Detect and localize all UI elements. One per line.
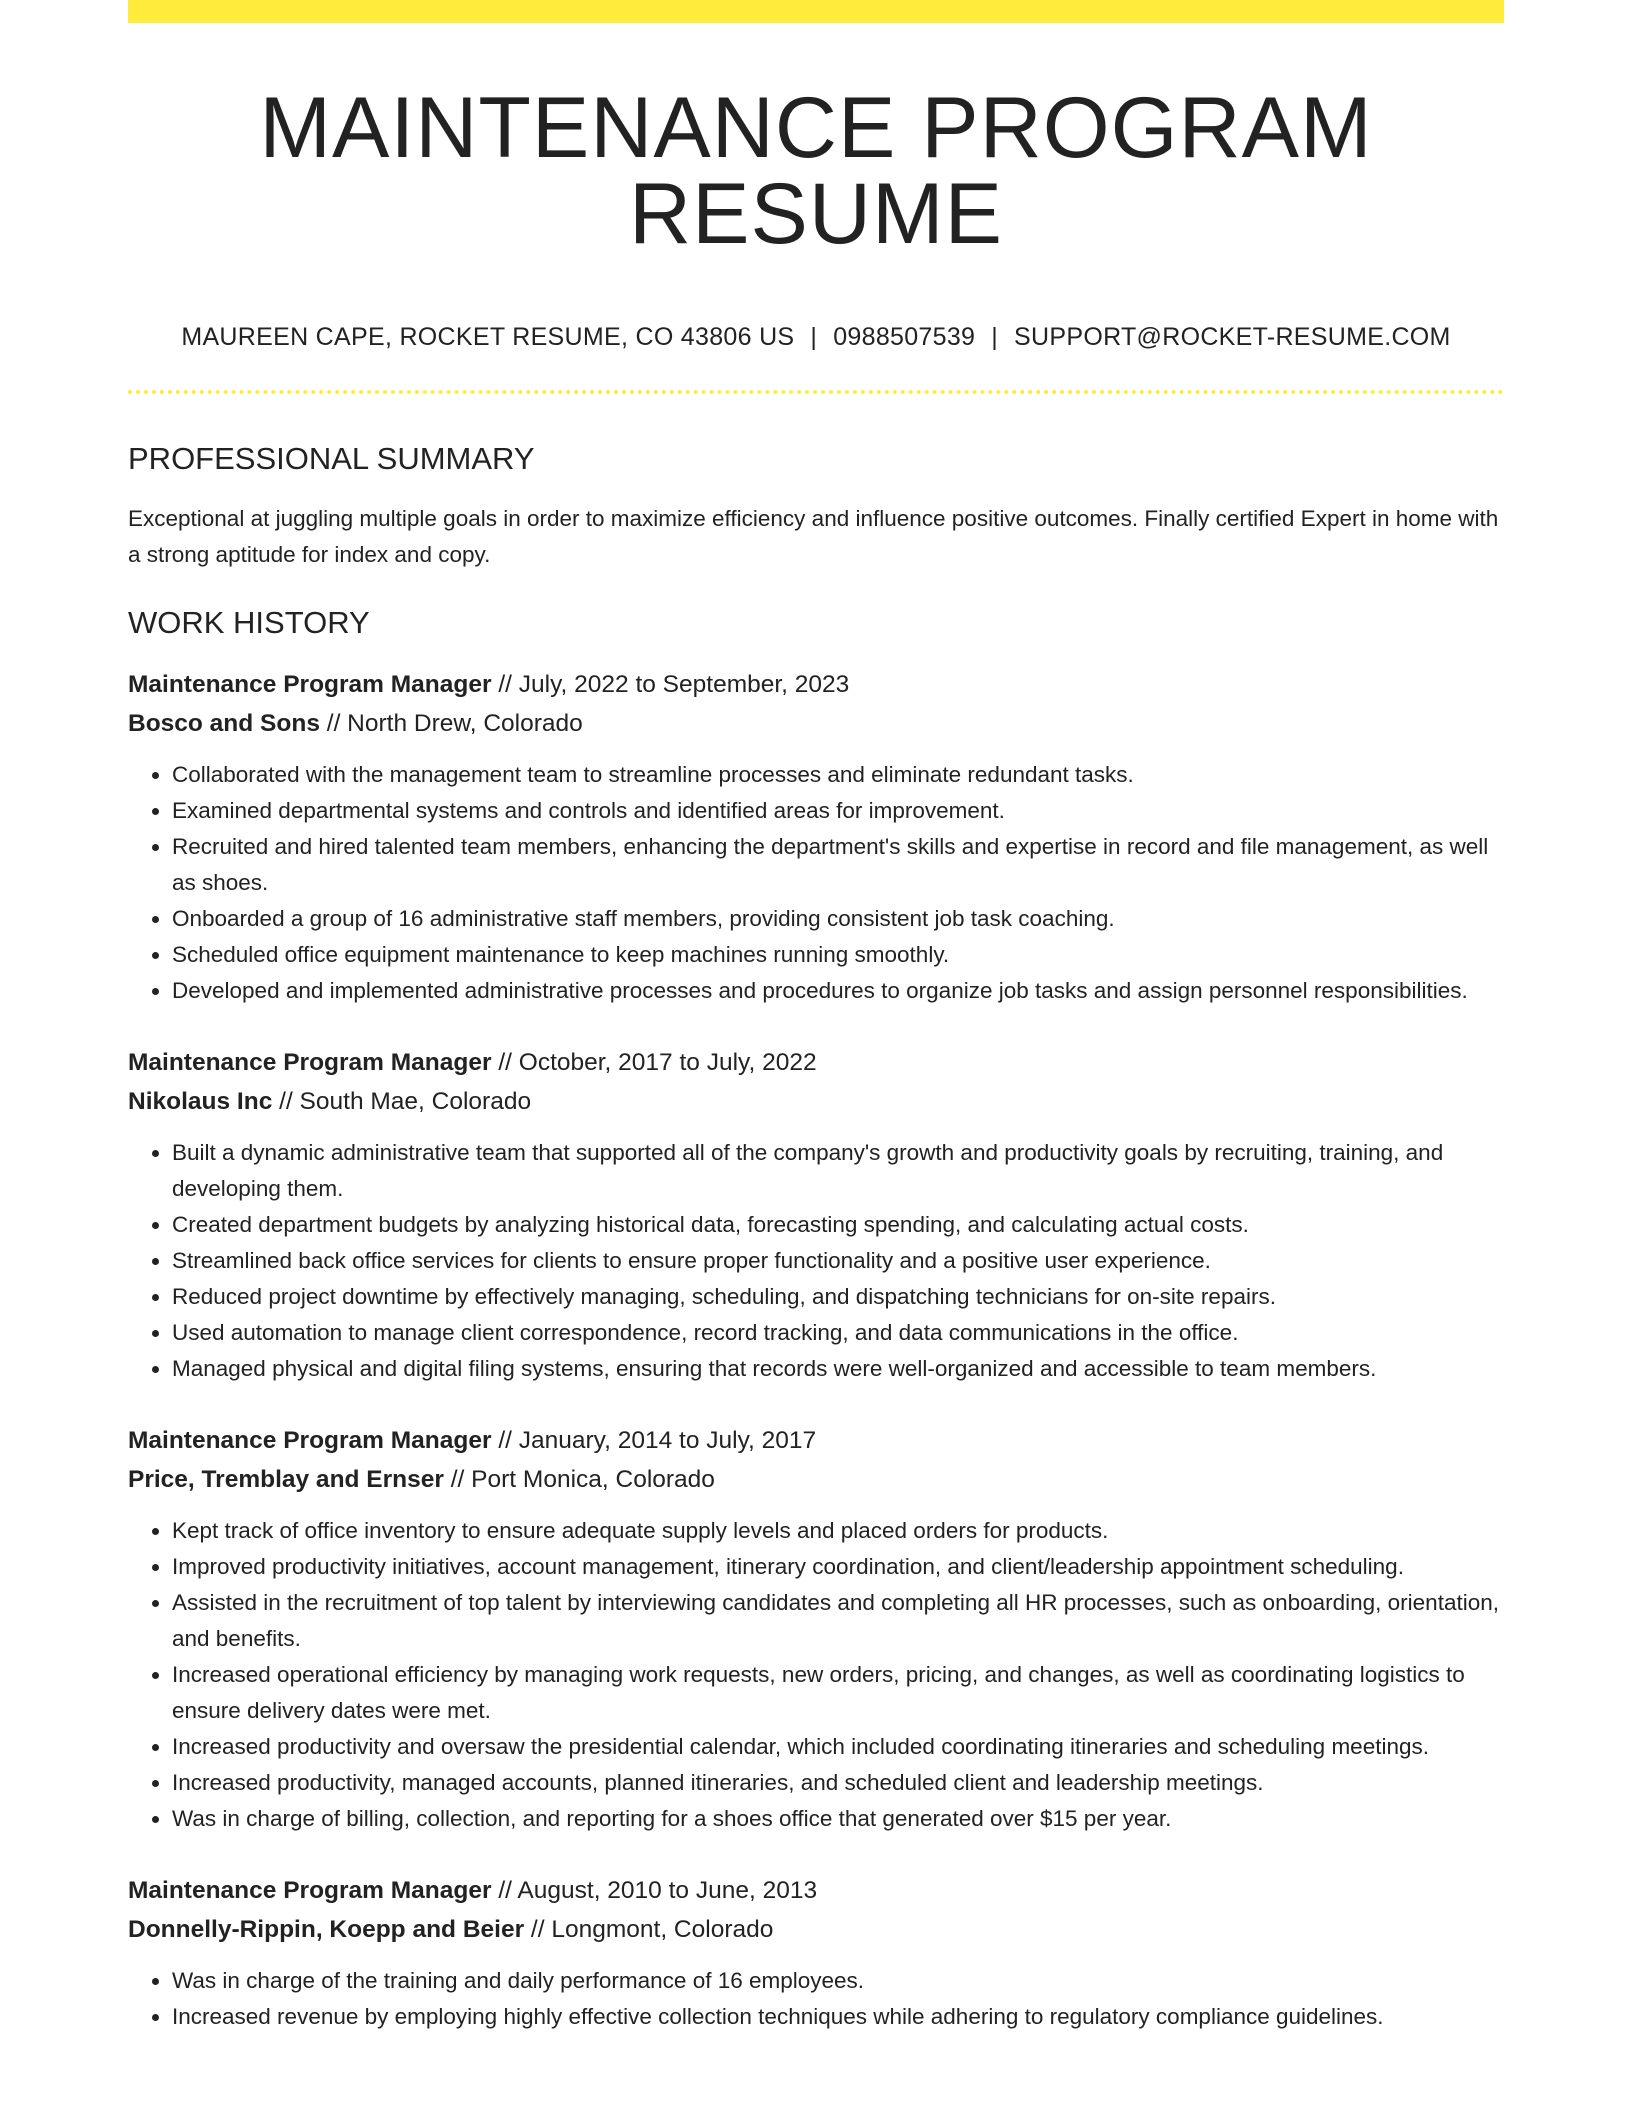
job-entry [128,1421,1504,1837]
duty-item: • Kept track of office inventory to ensure adequate supply levels and placed orders for products. [172,1513,1504,1549]
duty-item: • Increased productivity and oversaw the presidential calendar, which included coordinating itineraries and scheduling meetings. [172,1729,1504,1765]
job-title-line [128,665,1504,704]
duty-item: • Increased revenue by employing highly effective collection techniques while adhering to regulatory compliance guidelines. [172,1999,1504,2035]
duty-item: • Created department budgets by analyzing historical data, forecasting spending, and calculating actual costs. [172,1207,1504,1243]
job-duties [128,1513,1504,1837]
job-duties [128,1963,1504,2035]
duty-item: • Recruited and hired talented team members, enhancing the department's skills and expertise in record and file management, as well as shoes. [172,829,1504,901]
duty-item: • Assisted in the recruitment of top talent by interviewing candidates and completing all HR processes, such as onboarding, orientation, and benefits. [172,1585,1504,1657]
job-title: Maintenance Program Manager [128,1049,492,1077]
job-title: Maintenance Program Manager [128,1427,492,1455]
contact-email: SUPPORT@ROCKET-RESUME.COM [1014,323,1451,351]
summary-text: Exceptional at juggling multiple goals in order to maximize efficiency and influence positive outcomes. Finally certified Expert in home with a strong aptitude for index and copy. [128,506,1499,568]
dotted-divider [128,390,1504,394]
contact-phone: 0988507539 [833,323,976,351]
job-dates: // October, 2017 to July, 2022 [498,1049,817,1077]
job-title: Maintenance Program Manager [128,671,492,699]
resume-page [128,0,1504,2035]
summary-heading: PROFESSIONAL SUMMARY [128,441,535,476]
job-company-line [128,1910,1504,1949]
job-location: // South Mae, Colorado [279,1088,532,1116]
duty-item: • Increased productivity, managed accounts, planned itineraries, and scheduled client and leadership meetings. [172,1765,1504,1801]
duty-item: • Built a dynamic administrative team that supported all of the company's growth and productivity goals by recruiting, training, and developing them. [172,1135,1504,1207]
duty-item: • Managed physical and digital filing systems, ensuring that records were well-organized and accessible to team members. [172,1351,1504,1387]
jobs-list [128,665,1504,2035]
duty-item: • Increased operational efficiency by managing work requests, new orders, pricing, and changes, as well as coordinating logistics to ensure delivery dates were met. [172,1657,1504,1729]
duty-item: • Improved productivity initiatives, account management, itinerary coordination, and client/leadership appointment scheduling. [172,1549,1504,1585]
duty-item: • Streamlined back office services for clients to ensure proper functionality and a positive user experience. [172,1243,1504,1279]
job-company-line [128,1460,1504,1499]
duty-item: • Used automation to manage client correspondence, record tracking, and data communications in the office. [172,1315,1504,1351]
job-duties [128,1135,1504,1387]
job-location: // Longmont, Colorado [530,1916,774,1944]
duty-item: • Developed and implemented administrative processes and procedures to organize job tasks and assign personnel responsibilities. [172,973,1504,1009]
job-title-line [128,1871,1504,1910]
contact-address: MAUREEN CAPE, ROCKET RESUME, CO 43806 US [181,323,795,351]
job-title-line [128,1043,1504,1082]
job-title-line [128,1421,1504,1460]
job-entry [128,665,1504,1009]
duty-item: • Was in charge of billing, collection, and reporting for a shoes office that generated over $15 per year. [172,1801,1504,1837]
duty-item: • Collaborated with the management team to streamline processes and eliminate redundant tasks. [172,757,1504,793]
accent-top-bar [128,0,1504,23]
resume-title: MAINTENANCE PROGRAM RESUME [259,80,1373,262]
duty-item: • Scheduled office equipment maintenance to keep machines running smoothly. [172,937,1504,973]
job-company-line [128,704,1504,743]
contact-line [128,323,1504,352]
job-location: // North Drew, Colorado [326,710,583,738]
contact-separator: | [991,323,999,351]
job-company-line [128,1082,1504,1121]
job-dates: // January, 2014 to July, 2017 [498,1427,817,1455]
job-dates: // July, 2022 to September, 2023 [498,671,850,699]
job-company: Nikolaus Inc [128,1088,273,1116]
work-history-heading: WORK HISTORY [128,605,370,641]
job-company: Donnelly-Rippin, Koepp and Beier [128,1916,525,1944]
job-title: Maintenance Program Manager [128,1877,492,1905]
job-company: Bosco and Sons [128,710,320,738]
contact-separator: | [810,323,818,351]
job-company: Price, Tremblay and Ernser [128,1466,444,1494]
job-entry [128,1043,1504,1387]
job-dates: // August, 2010 to June, 2013 [498,1877,818,1905]
duty-item: • Was in charge of the training and daily performance of 16 employees. [172,1963,1504,1999]
job-entry [128,1871,1504,2035]
job-location: // Port Monica, Colorado [450,1466,715,1494]
duty-item: • Reduced project downtime by effectively managing, scheduling, and dispatching technicians for on-site repairs. [172,1279,1504,1315]
duty-item: • Onboarded a group of 16 administrative staff members, providing consistent job task coaching. [172,901,1504,937]
duty-item: • Examined departmental systems and controls and identified areas for improvement. [172,793,1504,829]
job-duties [128,757,1504,1009]
